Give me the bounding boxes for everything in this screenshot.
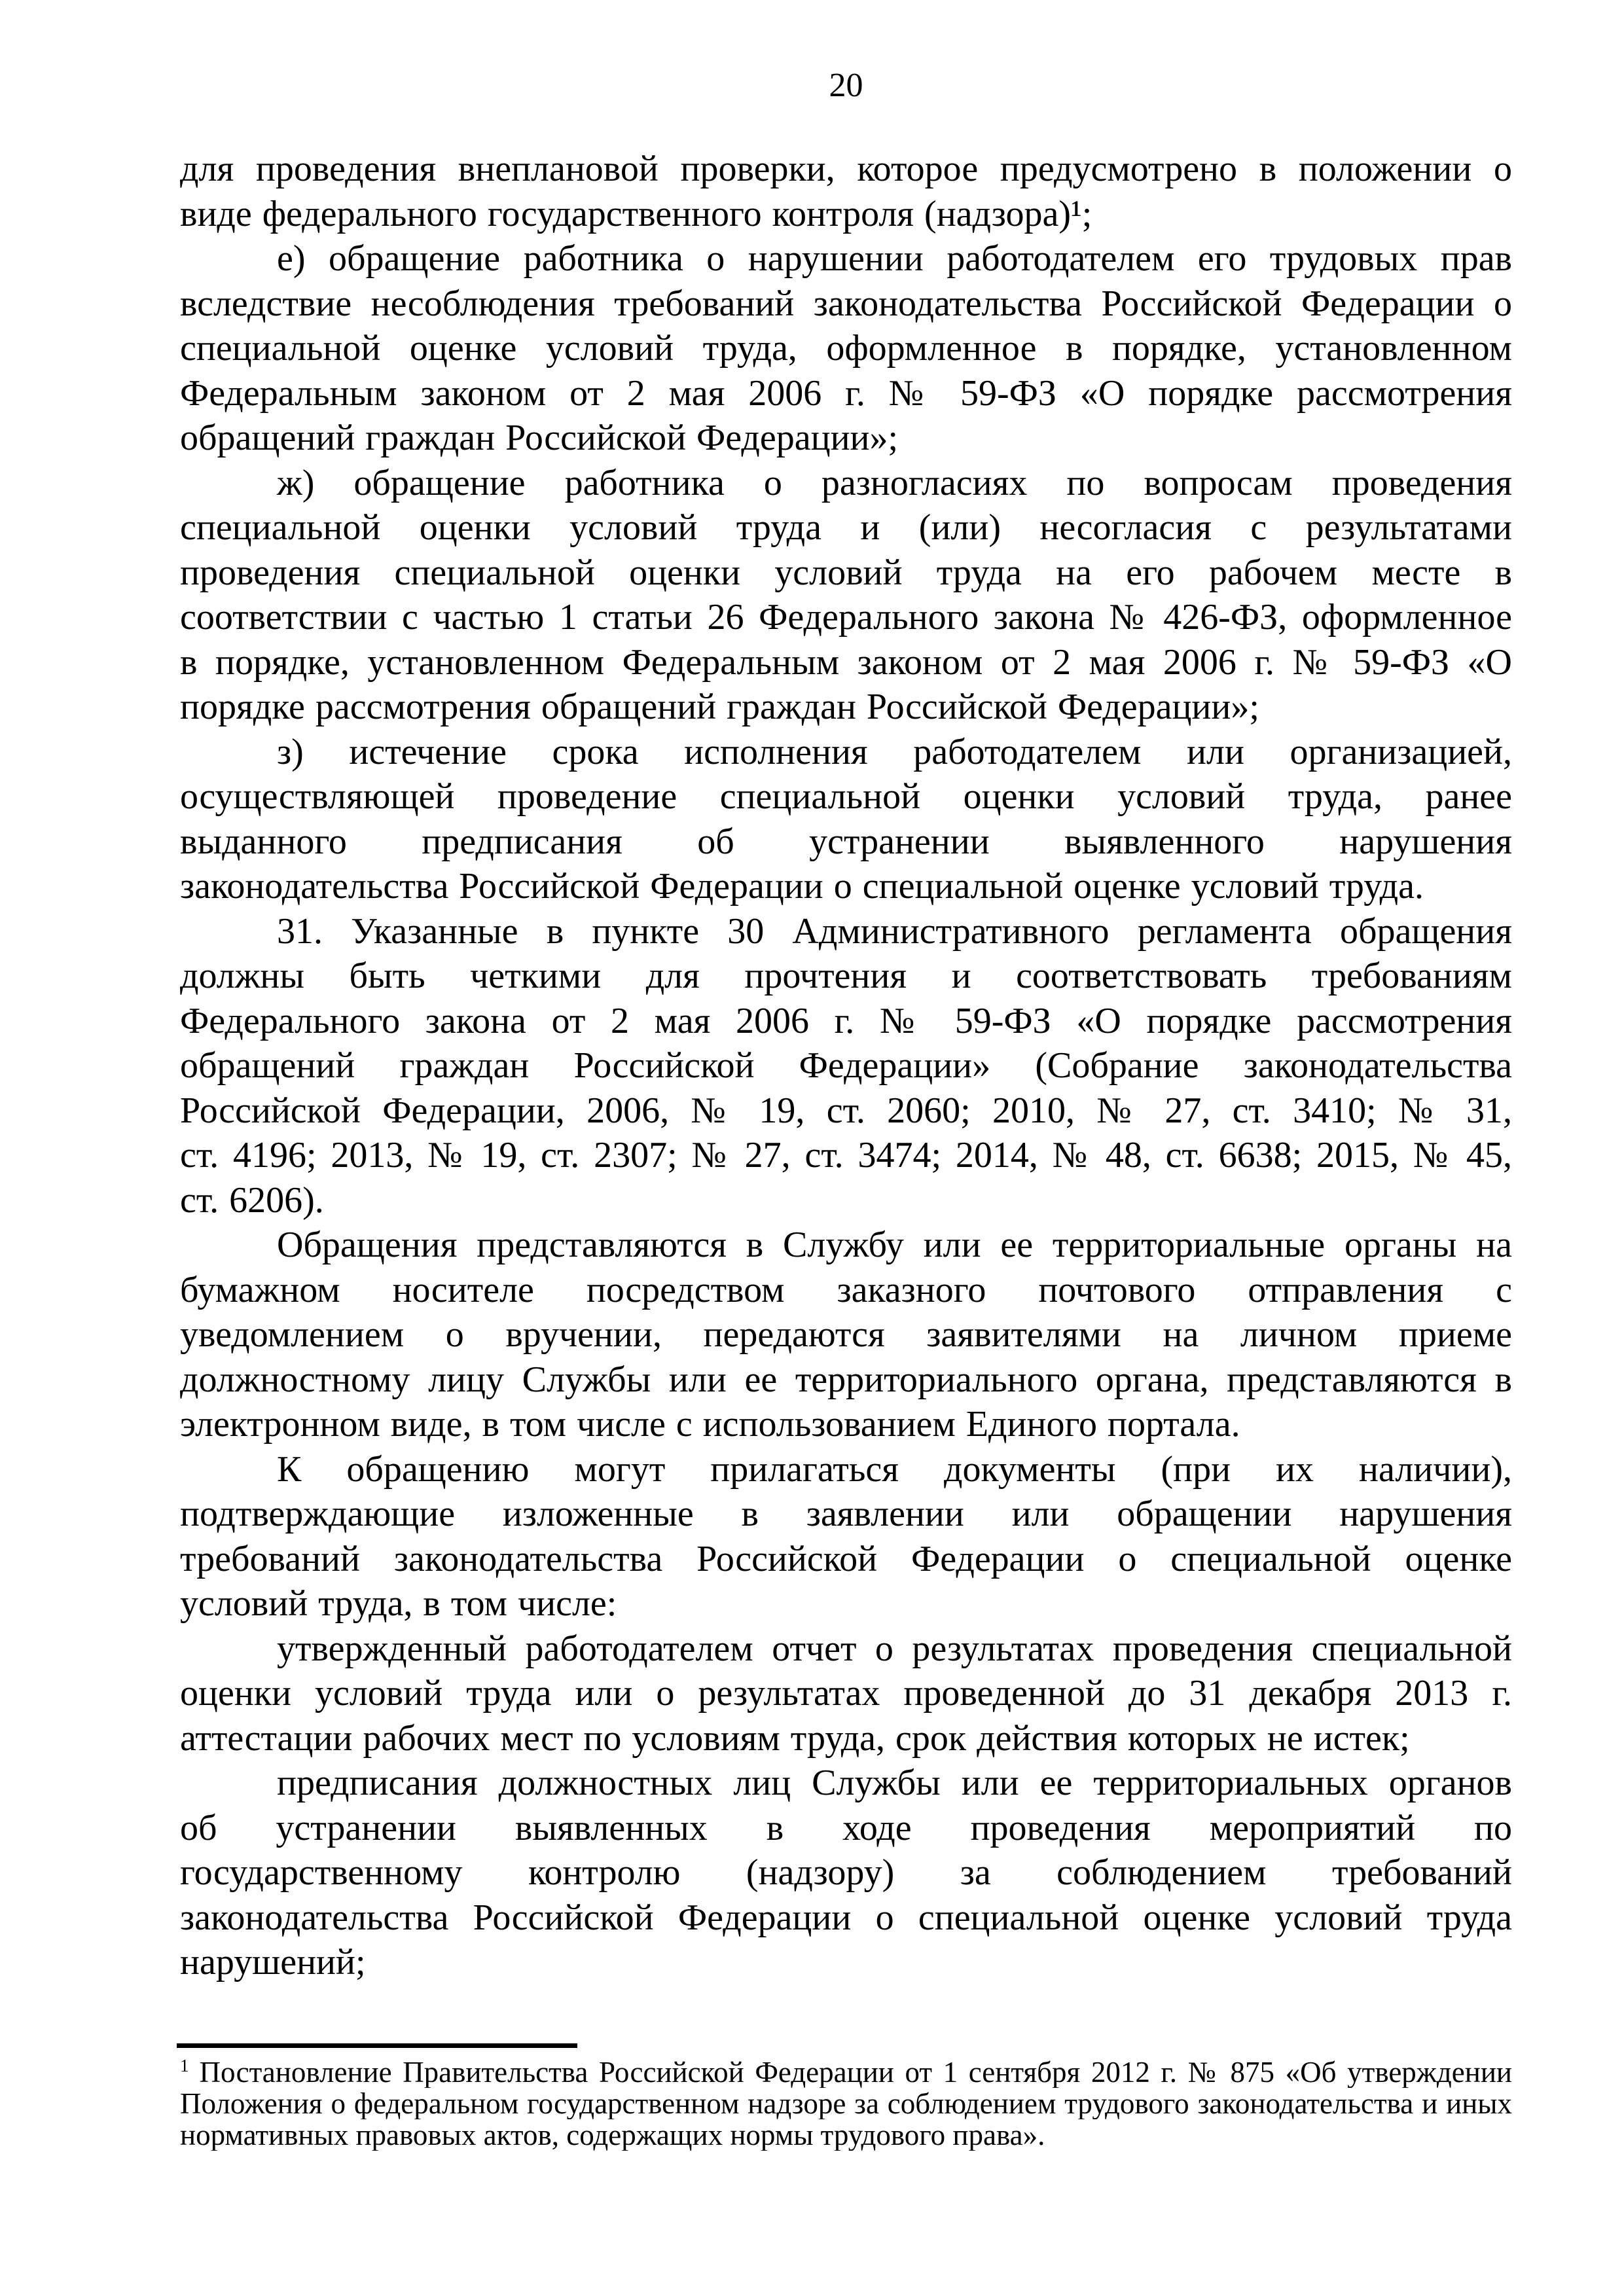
paragraph xyxy=(180,461,1512,730)
text-line: обращений граждан Российской Федерации» (Собрание законодательства xyxy=(180,1045,1512,1086)
text-line: порядке рассмотрения обращений граждан Российской Федерации»; xyxy=(180,687,1259,727)
paragraph xyxy=(180,1626,1512,1761)
text-line: Федеральным законом от 2 мая 2006 г. № 59-ФЗ «О порядке рассмотрения xyxy=(180,372,1512,414)
text-line: обращений граждан Российской Федерации»; xyxy=(180,418,899,458)
text-line: 31. Указанные в пункте 30 Административного регламента обращения xyxy=(277,910,1512,952)
text-line: должны быть четкими для прочтения и соответствовать требованиям xyxy=(180,956,1512,996)
paragraph xyxy=(180,909,1512,1223)
text-line: К обращению могут прилагаться документы (при их наличии), xyxy=(277,1448,1512,1490)
paragraph xyxy=(180,236,1512,461)
text-line: оценки условий труда или о результатах проведенной до 31 декабря 2013 г. xyxy=(180,1673,1512,1713)
paragraph xyxy=(180,1223,1512,1447)
text-line: з) истечение срока исполнения работодателем или организацией, xyxy=(277,731,1512,772)
text-line: виде федерального государственного контроля (надзора)¹; xyxy=(180,193,1092,234)
text-line: ст. 4196; 2013, № 19, ст. 2307; № 27, ст. 3474; 2014, № 48, ст. 6638; 2015, № 45, xyxy=(180,1135,1512,1175)
footnote xyxy=(180,2056,1512,2151)
text-line: ж) обращение работника о разногласиях по вопросам проведения xyxy=(277,462,1512,503)
text-line: соответствии с частью 1 статьи 26 Федерального закона № 426-ФЗ, оформленное xyxy=(180,597,1512,637)
footnote-line xyxy=(180,2056,1512,2088)
text-line: бумажном носителе посредством заказного почтового отправления с xyxy=(180,1269,1512,1310)
text-line: электронном виде, в том числе с использованием Единого портала. xyxy=(180,1404,1240,1444)
paragraph xyxy=(180,147,1512,236)
text-line: Российской Федерации, 2006, № 19, ст. 2060; 2010, № 27, ст. 3410; № 31, xyxy=(180,1090,1512,1131)
paragraph xyxy=(180,730,1512,909)
footnote-line: нормативных правовых актов, содержащих нормы трудового права». xyxy=(180,2119,1045,2151)
paragraph xyxy=(180,1761,1512,1985)
footnote-separator-rule xyxy=(177,2043,577,2048)
text-line: нарушений; xyxy=(180,1942,366,1982)
text-line: уведомлением о вручении, передаются заявителями на личном приеме xyxy=(180,1314,1512,1355)
text-line: законодательства Российской Федерации о специальной оценке условий труда. xyxy=(180,866,1424,906)
footnote-marker: 1 xyxy=(180,2056,189,2075)
text-line: вследствие несоблюдения требований законодательства Российской Федерации о xyxy=(180,283,1512,324)
text-line: утвержденный работодателем отчет о результатах проведения специальной xyxy=(277,1628,1512,1669)
text-line: аттестации рабочих мест по условиям труда, срок действия которых не истек; xyxy=(180,1717,1410,1759)
text-line: должностному лицу Службы или ее территориального органа, представляются в xyxy=(180,1359,1512,1400)
text-line: в порядке, установленном Федеральным законом от 2 мая 2006 г. № 59-ФЗ «О xyxy=(180,641,1512,683)
text-line: выданного предписания об устранении выявленного нарушения xyxy=(180,821,1512,862)
text-line: Обращения представляются в Службу или ее территориальные органы на xyxy=(277,1225,1512,1265)
footnote-line-text: Постановление Правительства Российской Федерации от 1 сентября 2012 г. № 875 «Об утверждении xyxy=(199,2056,1512,2088)
text-line: предписания должностных лиц Службы или ее территориальных органов xyxy=(277,1763,1512,1803)
text-line: государственному контролю (надзору) за соблюдением требований xyxy=(180,1852,1512,1893)
text-line: специальной оценке условий труда, оформленное в порядке, установленном xyxy=(180,328,1512,368)
text-line: для проведения внеплановой проверки, которое предусмотрено в положении о xyxy=(180,149,1512,189)
text-line: Федерального закона от 2 мая 2006 г. № 59-ФЗ «О порядке рассмотрения xyxy=(180,1000,1512,1041)
paragraph xyxy=(180,1447,1512,1626)
page-number: 20 xyxy=(829,67,863,104)
text-line: е) обращение работника о нарушении работодателем его трудовых прав xyxy=(277,238,1512,279)
document-body xyxy=(180,147,1512,1985)
text-line: требований законодательства Российской Федерации о специальной оценке xyxy=(180,1538,1512,1579)
text-line: условий труда, в том числе: xyxy=(180,1583,617,1624)
footnote-line: Положения о федеральном государственном надзоре за соблюдением трудового законодательства и иных xyxy=(180,2088,1512,2119)
text-line: ст. 6206). xyxy=(180,1179,324,1221)
text-line: подтверждающие изложенные в заявлении или обращении нарушения xyxy=(180,1494,1512,1534)
text-line: осуществляющей проведение специальной оценки условий труда, ранее xyxy=(180,776,1512,817)
text-line: законодательства Российской Федерации о специальной оценке условий труда xyxy=(180,1897,1512,1938)
text-line: об устранении выявленных в ходе проведения мероприятий по xyxy=(180,1807,1512,1848)
text-line: специальной оценки условий труда и (или) несогласия с результатами xyxy=(180,507,1512,548)
text-line: проведения специальной оценки условий труда на его рабочем месте в xyxy=(180,552,1512,593)
